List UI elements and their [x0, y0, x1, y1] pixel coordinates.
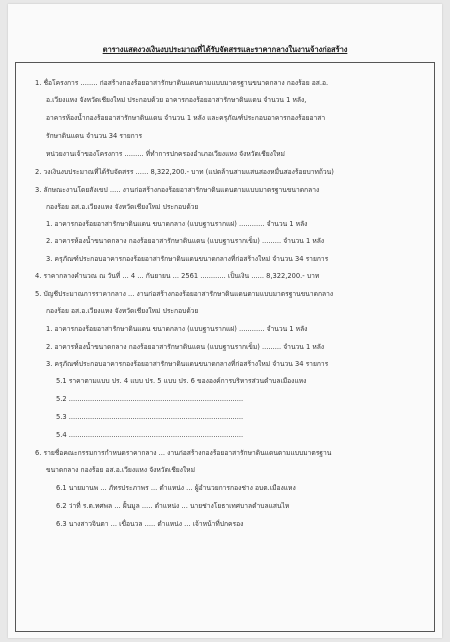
- line-25: 6.2 ว่าที่ ร.ต.ทศพล ... ฝั้นมูล ..... ตำแหน่ง ... นายช่างโยธาเทศบาลตำบลแสนไห: [56, 502, 290, 510]
- line-13: 5. บัญชีประมาณการราคากลาง ... งานก่อสร้างกองร้อยอาสารักษาดินแดนตามแบบมาตรฐานขนาดกลาง: [35, 290, 334, 298]
- line-5: หน่วยงานเจ้าของโครงการ ......... ที่ทำการปกครองอำเภอเวียงแหง จังหวัดเชียงใหม่: [46, 150, 285, 158]
- line-18: 5.1 ราคาตามแบบ ปร. 4 แบบ ปร. 5 แบบ ปร. 6 ขององค์การบริหารส่วนตำบลเมืองแหง: [56, 377, 307, 385]
- line-19: 5.2 ..................................................................................: [56, 395, 244, 403]
- line-4: รักษาดินแดน จำนวน 34 รายการ: [46, 132, 143, 140]
- line-21: 5.4 ..................................................................................: [56, 431, 244, 439]
- line-7: 3. ลักษณะงานโดยสังเขป ..... งานก่อสร้างกองร้อยอาสารักษาดินแดนตามแบบมาตรฐานขนาดกลาง: [35, 186, 320, 194]
- line-10: 2. อาคารห้องน้ำขนาดกลาง กองร้อยอาสารักษาดินแดน (แบบฐานรากเข็ม) ......... จำนวน 1 หลัง: [46, 237, 325, 245]
- line-22: 6. รายชื่อคณะกรรมการกำหนดราคากลาง ... งานก่อสร้างกองร้อยอาสารักษาดินแดนตามแบบมาตรฐาน: [35, 449, 332, 457]
- line-9: 1. อาคารกองร้อยอาสารักษาดินแดน ขนาดกลาง (แบบฐานรากแผ่) ............ จำนวน 1 หลัง: [46, 220, 308, 228]
- line-14: กองร้อย อส.อ.เวียงแหง จังหวัดเชียงใหม่ ประกอบด้วย: [46, 307, 199, 315]
- line-26: 6.3 นางสาวจินตา ... เขื่อนวล ..... ตำแหน่ง ... เจ้าหน้าที่ปกครอง: [56, 520, 244, 528]
- line-3: อาคารห้องน้ำกองร้อยอาสารักษาดินแดน จำนวน 1 หลัง และครุภัณฑ์ประกอบอาคารกองร้อยอาสา: [46, 114, 326, 122]
- line-1: 1. ชื่อโครงการ ........ ก่อสร้างกองร้อยอาสารักษาดินแดนตามแบบมาตรฐานขนาดกลาง กองร้อย อส.อ.: [35, 79, 329, 87]
- line-6: 2. วงเงินงบประมาณที่ได้รับจัดสรร ...... 8,322,200.- บาท (แปดล้านสามแสนสองหมื่นสองร้อยบาทถ้วน): [35, 168, 334, 176]
- line-20: 5.3 ..................................................................................: [56, 413, 244, 421]
- line-15: 1. อาคารกองร้อยอาสารักษาดินแดน ขนาดกลาง (แบบฐานรากแผ่) ............ จำนวน 1 หลัง: [46, 325, 308, 333]
- line-11: 3. ครุภัณฑ์ประกอบอาคารกองร้อยอาสารักษาดินแดนขนาดกลางที่ก่อสร้างใหม่ จำนวน 34 รายการ: [46, 255, 329, 263]
- line-17: 3. ครุภัณฑ์ประกอบอาคารกองร้อยอาสารักษาดินแดนขนาดกลางที่ก่อสร้างใหม่ จำนวน 34 รายการ: [46, 360, 329, 368]
- line-8: กองร้อย อส.อ.เวียงแหง จังหวัดเชียงใหม่ ประกอบด้วย: [46, 203, 199, 211]
- line-16: 2. อาคารห้องน้ำขนาดกลาง กองร้อยอาสารักษาดินแดน (แบบฐานรากเข็ม) ......... จำนวน 1 หลัง: [46, 343, 325, 351]
- line-2: อ.เวียงแหง จังหวัดเชียงใหม่ ประกอบด้วย อาคารกองร้อยอาสารักษาดินแดน จำนวน 1 หลัง,: [46, 96, 307, 104]
- line-24: 6.1 นายมานพ ... ภัทรประภาพร ... ตำแหน่ง ... ผู้อำนวยการกองช่าง อบต.เมืองแหง: [56, 484, 296, 492]
- line-23: ขนาดกลาง กองร้อย อส.อ.เวียงแหง จังหวัดเชียงใหม่: [46, 466, 195, 474]
- document-page: [8, 4, 442, 638]
- document-title: ตารางแสดงวงเงินงบประมาณที่ได้รับจัดสรรและราคากลางในงานจ้างก่อสร้าง: [102, 45, 348, 54]
- line-12: 4. ราคากลางคำนวณ ณ วันที่ ... 4 ... กันยายน ... 2561 ............ เป็นเงิน ...... 8,322,200.- บาท: [35, 272, 320, 280]
